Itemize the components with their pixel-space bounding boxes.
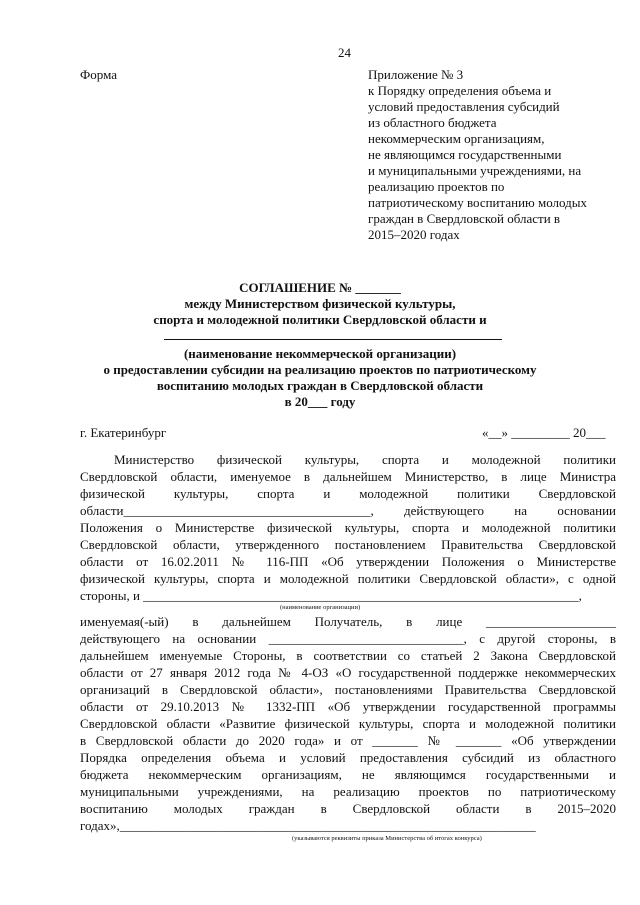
body-line: Свердловской области, утвержденного постановлением Правительства Свердловской	[80, 537, 616, 552]
organization-name-line	[164, 339, 502, 340]
body-line: воспитанию молодых граждан в Свердловской области в 2015–2020	[80, 801, 616, 816]
appendix-line: не являющимся государственными	[368, 147, 562, 162]
subtitle-line: воспитанию молодых граждан в Свердловской области	[156, 378, 484, 393]
body-line: Министерство физической культуры, спорта и молодежной политики	[114, 452, 616, 467]
title-line: спорта и молодежной политики Свердловской области и	[153, 312, 487, 327]
body-line: области от 27 января 2012 года № 4-ОЗ «О государственной поддержке некоммерческих	[80, 665, 616, 680]
title-line: между Министерством физической культуры,	[184, 296, 456, 311]
body-line: Свердловской области, именуемое в дальнейшем Министерство, в лице Министра	[80, 469, 616, 484]
title-line: СОГЛАШЕНИЕ № _______	[239, 280, 401, 295]
body-line: области______________________________________, действующего на основании	[80, 503, 616, 518]
caption-order: (указываются реквизиты приказа Министерства об итогах конкурса)	[292, 835, 482, 842]
appendix-line: и муниципальными учреждениями, на	[368, 163, 582, 178]
subtitle-line: о предоставлении субсидии на реализацию проектов по патриотическому	[103, 362, 537, 377]
caption-organization: (наименование организации)	[280, 604, 361, 611]
appendix-line: к Порядку определения объема и	[368, 83, 552, 98]
appendix-line: из областного бюджета	[368, 115, 497, 130]
body-line: именуемая(-ый) в дальнейшем Получатель, в лице ____________________	[80, 614, 616, 629]
page-number: 24	[338, 45, 351, 60]
body-line: муниципальными учреждениями, на реализацию проектов по патриотическому	[80, 784, 616, 799]
appendix-line: патриотическому воспитанию молодых	[368, 195, 588, 210]
appendix-line: реализацию проектов по	[368, 179, 505, 194]
form-label: Форма	[80, 67, 117, 82]
body-line: в Свердловской области до 2020 года» и от _______ № _______ «Об утверждении	[80, 733, 616, 748]
body-line: дальнейшем именуемые Стороны, в соответствии со статьей 2 Закона Свердловской	[80, 648, 616, 663]
subtitle-line: в 20___ году	[284, 394, 356, 409]
body-line: физической культуры, спорта и молодежной политики Свердловской области», с одной	[80, 571, 616, 586]
body-line: годах»,________________________________________________________________	[80, 818, 536, 833]
appendix-line: условий предоставления субсидий	[368, 99, 560, 114]
body-line: области от 16.02.2011 № 116-ПП «Об утверждении Положения о Министерстве	[80, 554, 616, 569]
body-line: бюджета некоммерческим организациям, не являющимся государственными и	[80, 767, 616, 782]
body-line: Порядка определения объема и условий предоставления субсидий из областного	[80, 750, 616, 765]
date-placeholder: «__» _________ 20___	[482, 425, 606, 440]
body-line: Свердловской области «Развитие физической культуры, спорта и молодежной политики	[80, 716, 616, 731]
body-line: физической культуры, спорта и молодежной политики Свердловской	[80, 486, 616, 501]
body-line: действующего на основании ______________________________, с другой стороны, в	[80, 631, 616, 646]
appendix-line: некоммерческим организациям,	[368, 131, 545, 146]
city: г. Екатеринбург	[80, 425, 167, 440]
body-line: Положения о Министерстве физической культуры, спорта и молодежной политики	[80, 520, 616, 535]
appendix-line: граждан в Свердловской области в	[368, 211, 561, 226]
appendix-line: Приложение № 3	[368, 67, 464, 82]
body-line: стороны, и ___________________________________________________________________,	[80, 588, 582, 603]
body-line: области от 29.10.2013 № 1332-ПП «Об утверждении государственной программы	[80, 699, 616, 714]
subtitle-line: (наименование некоммерческой организации)	[183, 346, 457, 361]
body-line: организаций в Свердловской области», постановлениями Правительства Свердловской	[80, 682, 616, 697]
appendix-line: 2015–2020 годах	[368, 227, 460, 242]
